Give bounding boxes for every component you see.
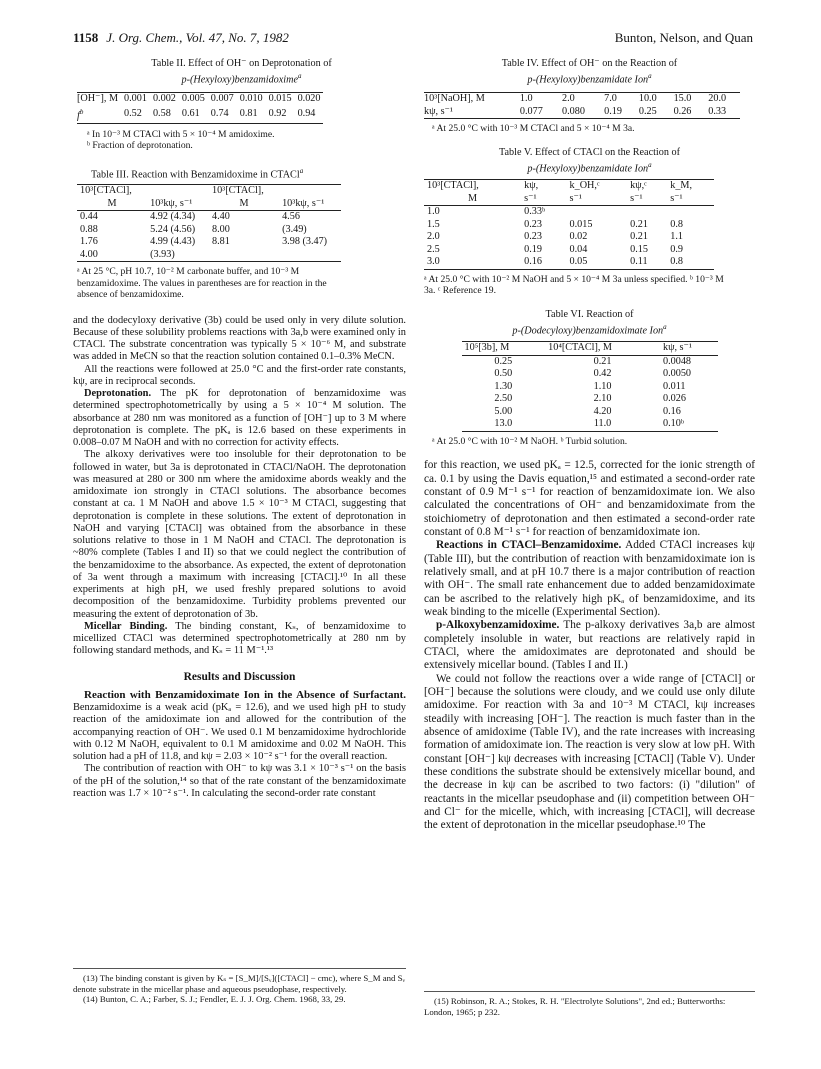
section-heading: Results and Discussion <box>183 670 296 683</box>
table-2-caption: Table II. Effect of OH⁻ on Deprotonation of p-(Hexyloxy)benzamidoxime$^a$ <box>151 58 332 86</box>
paragraph: All the reactions were followed at 25.0 °C and the first-order rate constants, kψ, are in reciprocal seconds. <box>73 363 406 387</box>
paragraph: Micellar Binding. The binding constant, Kₛ, of benzamidoxime to micellized CTACl was determined spectrophotometrically at 280 nm by following standard methods, and Kₛ = 11 M⁻¹.¹³ <box>73 620 406 657</box>
right-footnotes <box>424 991 755 1017</box>
table-2-grid <box>77 92 323 123</box>
journal-citation: J. Org. Chem., Vol. 47, No. 7, 1982 <box>106 30 289 45</box>
table-3-header-row: 10³[CTACl], 10³[CTACl], <box>77 185 341 198</box>
table-2-row-label: $f^b$ <box>77 107 84 122</box>
table-4 <box>424 58 755 135</box>
table-5-row: 2.0 0.23 0.02 0.21 1.1 <box>427 231 683 243</box>
table-4-caption: Table IV. Effect of OH⁻ on the Reaction of p-(Hexyloxy)benzamidate Ion$^a$ <box>501 58 678 86</box>
table-2-cell: 0.007 <box>210 93 234 105</box>
running-header <box>73 30 753 48</box>
table-2-cell: 0.020 <box>297 93 321 105</box>
table-3-header-row: M 10³kψ, s⁻¹ M 10³kψ, s⁻¹ <box>77 198 341 211</box>
table-6-row: 2.50 2.10 0.026 <box>494 393 686 405</box>
subsection-heading: Reaction with Benzamidoximate Ion in the Absence of Surfactant. <box>84 688 406 701</box>
table-2-cell: 0.94 <box>297 108 316 120</box>
table-6-row: 0.50 0.42 0.0050 <box>494 368 691 380</box>
table-3-row: 0.44 4.92 (4.34) 4.40 4.56 <box>80 211 300 223</box>
paragraph: The alkoxy derivatives were too insoluble for their deprotonation to be followed in water, but 3a is deprotonated in CTACl/NaOH. The deprotonation was measured at 280 or 300 nm where the amidoxime abords weakly and the amidoximate ion strongly in CTACl solutions. The absorbance becomes constant at ca. 1 M NaOH and above 1.5 × 10⁻³ M CTACl, suggesting that deprotonation is complete in these solutions. The extent of deprotonation in NaOH and varying [CTACl] was obtained from the absorbance in these solutions relative to those in 1 M NaOH and CTACl. The deprotonation is ~80% complete (Tables I and II) so that we could neglect the contribution of the benzamidoxime to the absorbance. As expected, the extent of deprotonation of 3a went through a maximum with increasing [CTACl].¹⁰ In all these experiments at high pH, we used freshly prepared solutions to avoid decomposition of the benzamidoxime. Turbidity problems prevented our measuring the extent of deprotonation of 3b. <box>73 449 406 620</box>
paragraph: p-Alkoxybenzamidoxime. The p-alkoxy derivatives 3a,b are almost completely insoluble in water, but reactions are relatively rapid in CTACl, where the amidoximates are deprotonated and should be extensively micellar bound. (Tables I and II.) <box>424 619 755 672</box>
table-2 <box>77 58 406 152</box>
table-2-cell: 0.015 <box>268 93 292 105</box>
table-6-caption: Table VI. Reaction of p-(Dodecyloxy)benzamidoximate Ion$^a$ <box>512 308 667 337</box>
table-2-cell: 0.58 <box>152 108 171 120</box>
table-5-grid <box>424 179 714 270</box>
paragraph: Reactions in CTACl–Benzamidoxime. Added CTACl increases kψ (Table III), but the contribution of reaction with benzamidoximate ion is relatively small, and at pH 10.7 there is a major contribution of reaction with OH⁻. The small rate enhancement due to added benzamidoximate can be ascribed to the relatively high pKₐ of benzamidoxime, and its weak binding to the micelle (Experimental Section). <box>424 539 755 618</box>
table-2-footnotes: ᵃ In 10⁻³ M CTACl with 5 × 10⁻⁴ M amidoxime. ᵇ Fraction of deprotonation. <box>87 128 275 152</box>
footnote: (15) Robinson, R. A.; Stokes, R. H. "Electrolyte Solutions", 2nd ed.; Butterworths: London, 1965; p 232. <box>424 996 726 1017</box>
table-6-row: 1.30 1.10 0.011 <box>494 380 686 392</box>
table-3-row: 4.00 (3.93) <box>77 249 341 262</box>
paragraph: Deprotonation. The pK for deprotonation of benzamidoxime was determined spectrophotometrically by using a 5 × 10⁻⁴ M solution. The absorbance at 280 nm was monitored as a function of [OH⁻] up to 3 M where deprotonation is complete. The pKₐ is 12.6 based on these experiments in 0.008–0.07 M NaOH and with no correction for activity effects. <box>73 388 406 449</box>
footnote: (13) The binding constant is given by Kₛ = [S_M]/[Sᵥ]([CTACl] − cmc), where S_M and Sᵥ denote substrate in the micellar phase and aqueous pseudophase, respectively. <box>73 973 406 994</box>
table-5 <box>424 147 755 297</box>
table-2-cell: 0.001 <box>124 93 147 105</box>
run-in-heading: Micellar Binding. <box>84 620 168 632</box>
paragraph: for this reaction, we used pKₐ = 12.5, corrected for the ionic strength of ca. 0.1 by using the Davis equation,¹⁵ and estimated a second-order rate constant of 0.9 M⁻¹ s⁻¹ for reaction of benzamidoximate ion. We also calculated the concentrations of OH⁻ and benzamidoximate from the stoichiometry of deprotonation and then estimated a second-order rate constant of 0.8 M⁻¹ s⁻¹ for reaction of benzamidoximate ion. <box>424 459 755 538</box>
table-3-row: 1.76 4.99 (4.43) 8.81 3.98 (3.47) <box>80 236 328 248</box>
right-column <box>424 56 755 833</box>
table-5-footnote: ᵃ At 25.0 °C with 10⁻² M NaOH and 5 × 10⁻⁴ M 3a unless specified. ᵇ 10⁻³ M 3a. ᶜ Reference 19. <box>424 273 724 297</box>
table-5-header-row: M s⁻¹ s⁻¹ s⁻¹ s⁻¹ <box>424 193 714 206</box>
table-6-row: 0.25 0.21 0.0048 <box>494 355 691 367</box>
table-2-cell: 0.61 <box>181 108 200 120</box>
table-3-row: 0.88 5.24 (4.56) 8.00 (3.49) <box>80 223 307 235</box>
table-5-row: 2.5 0.19 0.04 0.15 0.9 <box>427 243 683 255</box>
table-4-row: kψ, s⁻¹ 0.077 0.080 0.19 0.25 0.26 0.33 <box>424 106 740 119</box>
right-body-text <box>424 459 755 833</box>
table-6-row: 5.00 4.20 0.16 <box>494 405 681 417</box>
table-4-row: 10³[NaOH], M 1.0 2.0 7.0 10.0 15.0 20.0 <box>424 93 740 106</box>
table-6-row: 13.0 11.0 0.10ᵇ <box>462 418 718 431</box>
table-5-row: 1.0 0.33ᵇ <box>427 206 546 218</box>
left-footnotes <box>73 968 406 1005</box>
page-number: 1158 <box>73 30 99 45</box>
table-3-caption: Table III. Reaction with Benzamidoxime in CTACl$^a$ <box>91 166 304 181</box>
run-in-heading: Deprotonation. <box>84 388 152 400</box>
table-6-footnote: ᵃ At 25.0 °C with 10⁻² M NaOH. ᵇ Turbid solution. <box>432 435 628 447</box>
left-body-text <box>73 315 406 801</box>
table-3-footnote: ᵃ At 25 °C, pH 10.7, 10⁻² M carbonate buffer, and 10⁻³ M benzamidoxime. The values in parentheses are for reaction in the absence of benzamidoxime. <box>77 266 327 301</box>
run-in-heading: p-Alkoxybenzamidoxime. <box>436 619 560 632</box>
run-in-heading: Reactions in CTACl–Benzamidoxime. <box>436 539 622 552</box>
table-5-row: 3.0 0.16 0.05 0.11 0.8 <box>424 256 714 269</box>
table-2-cell: 0.92 <box>268 108 287 120</box>
table-4-grid <box>424 92 740 119</box>
paragraph: Reaction with Benzamidoximate Ion in the Absence of Surfactant. Benzamidoxime is a weak acid (pKₐ = 12.6), and we used high pH to study reaction of the amidoximate ion and allowed for the contribution of the accompanying reaction of OH⁻. We used 0.1 M benzamidoxime hydrochloride with 0.12 M NaOH, equivalent to 0.1 M amidoxime and 0.02 M NaOH. This solution had a pH of 11.8, and kψ = 2.03 × 10⁻² s⁻¹ for the overall reaction. <box>73 688 406 763</box>
table-2-row <box>77 106 323 123</box>
table-2-cell: 0.74 <box>210 108 229 120</box>
table-2-cell: 0.52 <box>124 108 142 120</box>
left-column <box>73 56 406 800</box>
table-6-header-row: 10⁵[3b], M 10⁴[CTACl], M kψ, s⁻¹ <box>462 342 718 356</box>
paragraph: and the dodecyloxy derivative (3b) could be used only in very dilute solution. Because of these solubility problems reactions with 3a,b were examined only in CTACl. The substrate concentration was typically 5 × 10⁻⁶ M, and substrate was added in MeCN so that the reaction solution contained 0.1–0.3% MeCN. <box>73 314 406 363</box>
table-5-caption: Table V. Effect of CTACl on the Reaction of p-(Hexyloxy)benzamidate Ion$^a$ <box>499 146 680 175</box>
paragraph: We could not follow the reactions over a wide range of [CTACl] or [OH⁻] because the solutions were cloudy, and we could use only dilute amidoxime. For reaction with 3a and 10⁻³ M CTACl, kψ increases steadily with increasing [OH⁻]. The reaction is much faster than in the absence of amidoxime (Table IV), and the rate increases with increasing formation of amidoximate ion. The reaction is very slow at low pH. With constant [OH⁻] kψ decreases with increasing [CTACl] (Table V). Under these conditions the substrate should be extensively micellar bound, and the decrease in kψ can be ascribed to two factors: (i) "dilution" of reactants in the micellar pseudophase and (ii) competition between OH⁻ and Cl⁻ for the micelle, which, with increasing [CTACl], will decrease the extent of deprotonation in the micellar pseudophase.¹⁰ The <box>424 672 755 832</box>
table-2-row-label: [OH⁻], M <box>77 93 119 105</box>
table-2-cell: 0.010 <box>239 93 263 105</box>
header-left <box>73 30 289 46</box>
table-5-row: 1.5 0.23 0.015 0.21 0.8 <box>427 218 683 230</box>
table-2-row <box>77 93 323 106</box>
table-2-cell: 0.002 <box>152 93 176 105</box>
table-4-footnote: ᵃ At 25.0 °C with 10⁻³ M CTACl and 5 × 10⁻⁴ M 3a. <box>432 123 635 135</box>
table-3 <box>77 165 406 301</box>
table-6-grid <box>462 341 718 432</box>
table-3-grid <box>77 184 341 262</box>
table-6 <box>424 309 755 447</box>
paragraph: The contribution of reaction with OH⁻ to kψ was 3.1 × 10⁻³ s⁻¹ on the basis of the pH of the solution,¹⁴ so that of the rate constant of the benzamidoximate reaction was 1.7 × 10⁻² s⁻¹. In calculating the second-order rate constant <box>73 763 406 799</box>
table-2-cell: 0.005 <box>181 93 205 105</box>
table-2-cell: 0.81 <box>239 108 258 120</box>
header-authors: Bunton, Nelson, and Quan <box>614 30 753 45</box>
footnote: (14) Bunton, C. A.; Farber, S. J.; Fendler, E. J. J. Org. Chem. 1968, 33, 29. <box>83 994 346 1004</box>
table-5-header-row: 10³[CTACl], kψ, k_OH,ᶜ kψ,ᶜ k_M, <box>424 180 714 193</box>
